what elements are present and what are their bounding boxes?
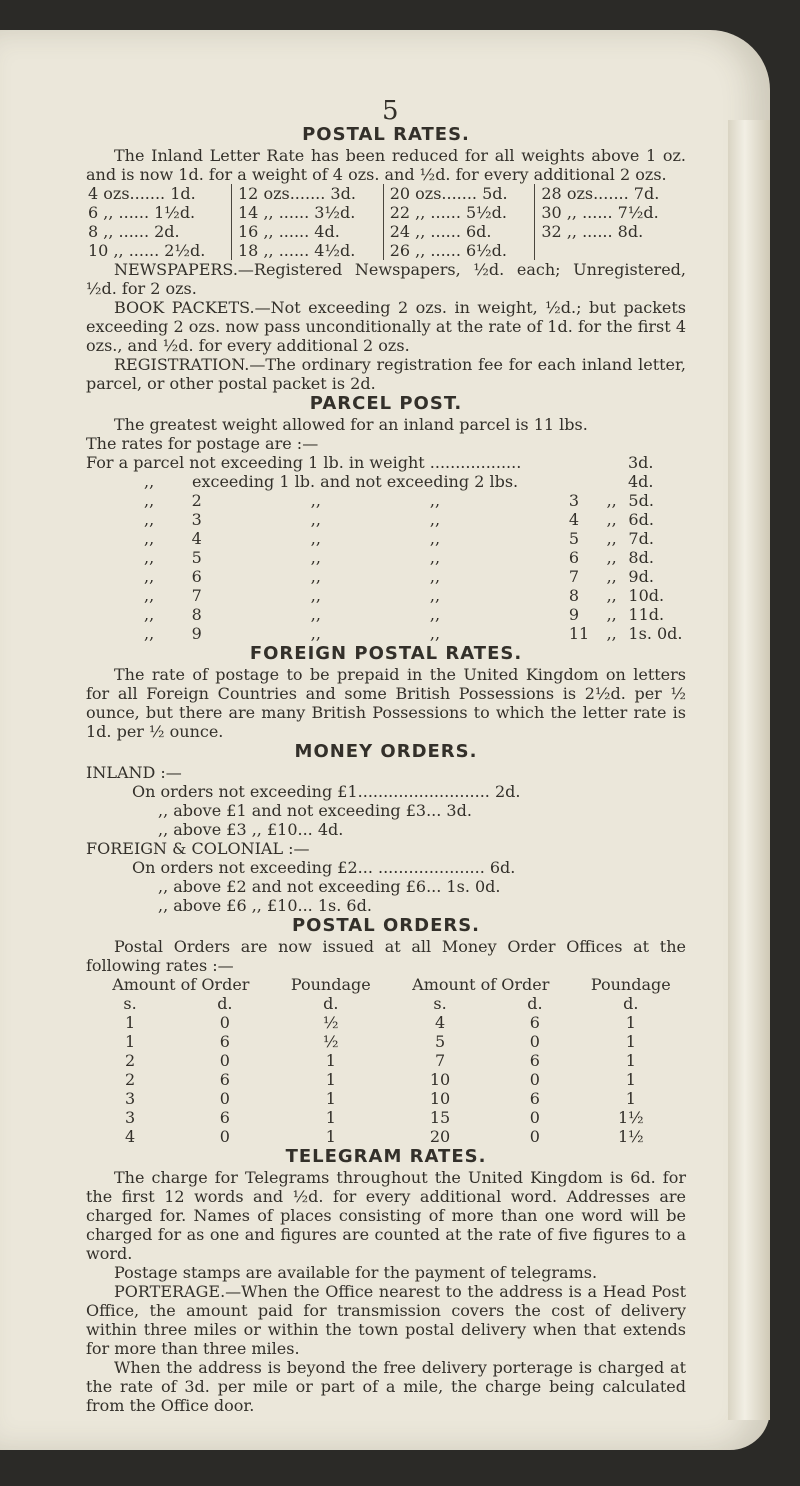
po-cell: 0 [529,1108,540,1127]
rate-cell: 26 ,, ...... 6½d. [383,241,535,260]
po-cell: 1½ [617,1108,644,1127]
parcel-price: 7d. [628,529,654,548]
postal-orders-table [86,975,686,1146]
ditto-mark: ,, [310,491,321,510]
ditto-mark: ,, [606,605,617,624]
rate-cell: 14 ,, ...... 3½d. [232,203,384,222]
postal-orders-heading: POSTAL ORDERS. [291,915,481,936]
ditto-mark: ,, [144,624,155,643]
po-subheader: d. [623,994,639,1013]
parcel-to-weight: 5 [568,529,580,548]
parcel-to-weight: 6 [568,548,580,567]
po-cell: 6 [219,1032,230,1051]
po-subheader: d. [323,994,339,1013]
po-cell: 1 [625,1089,636,1108]
po-cell: 1 [625,1013,636,1032]
po-cell: 1 [325,1108,336,1127]
parcel-from-weight: 7 [191,586,202,605]
ditto-mark: ,, [429,510,441,529]
newspapers-text: NEWSPAPERS.—Registered Newspapers, ½d. each; Unregistered, ½d. for 2 ozs. [86,260,686,298]
po-cell: 2 [124,1051,136,1070]
parcel-price: 1s. 0d. [628,624,683,643]
ditto-mark: ,, [606,491,617,510]
foreign-order-line: On orders not exceeding £2... ..................... 6d. [132,858,516,877]
parcel-weight-text: The greatest weight allowed for an inland parcel is 11 lbs. [114,415,588,434]
po-cell: ½ [323,1013,339,1032]
po-row [86,1127,686,1146]
rate-cell: 16 ,, ...... 4d. [232,222,384,241]
parcel-row-second [86,472,686,491]
porterage-text: PORTERAGE.—When the Office nearest to the address is a Head Post Office, the amount paid for transmission covers the cost of delivery within three miles or within the town postal delivery when that extends for more than three miles. [86,1282,686,1358]
po-cell: 1 [124,1013,136,1032]
ditto-mark: ,, [606,586,617,605]
rate-row [86,203,686,222]
parcel-row [86,510,686,529]
ditto-mark: ,, [310,605,321,624]
ditto-mark: ,, [429,586,441,605]
foreign-colonial-label: FOREIGN & COLONIAL :— [86,839,310,858]
po-cell: 7 [434,1051,446,1070]
ditto-mark: ,, [429,624,441,643]
ditto-mark: ,, [429,567,441,586]
ditto-mark: ,, [310,529,321,548]
po-cell: 20 [429,1127,451,1146]
inland-order-line: On orders not exceeding £1.......................... 2d. [132,782,521,801]
po-cell: 1 [625,1070,636,1089]
po-cell: 1½ [617,1127,644,1146]
po-cell: 1 [625,1051,636,1070]
po-cell: 6 [219,1108,230,1127]
ditto-mark: ,, [429,491,441,510]
po-cell: 3 [124,1108,136,1127]
rate-cell: 28 ozs....... 7d. [535,184,686,203]
parcel-row [86,567,686,586]
ditto-mark: ,, [144,548,155,567]
po-cell: ½ [323,1032,339,1051]
parcel-row [86,491,686,510]
po-row [86,1032,686,1051]
porterage-beyond-text: When the address is beyond the free delivery porterage is charged at the rate of 3d. per mile or part of a mile, the charge being calculated from the Office door. [86,1358,686,1415]
ditto-mark: ,, [144,491,155,510]
po-cell: 6 [529,1051,540,1070]
ditto-mark: ,, [606,548,617,567]
po-header: Amount of Order [412,975,550,994]
inland-order-line: ,, above £3 ,, £10... 4d. [158,820,344,839]
rate-cell: 32 ,, ...... 8d. [535,222,686,241]
rate-cell [535,241,686,260]
page-number: 5 [382,96,399,126]
telegram-rates-heading: TELEGRAM RATES. [285,1146,487,1167]
ditto-mark: ,, [429,548,441,567]
parcel-from-weight: 6 [191,567,202,586]
po-cell: 0 [219,1051,230,1070]
letter-rates-table [86,184,686,260]
foreign-order-line: ,, above £2 and not exceeding £6... 1s. 0d. [158,877,501,896]
parcel-row [86,529,686,548]
po-subheader-row [86,994,686,1013]
po-cell: 10 [429,1089,451,1108]
parcel-price: 10d. [628,586,665,605]
parcel-rates-intro: The rates for postage are :— [86,434,319,453]
rate-cell: 8 ,, ...... 2d. [88,222,180,241]
po-cell: 0 [529,1070,540,1089]
po-cell: 1 [325,1089,336,1108]
po-cell: 6 [529,1013,540,1032]
po-cell: 0 [529,1032,540,1051]
po-row [86,1051,686,1070]
parcel-post-heading: PARCEL POST. [309,393,463,414]
parcel-to-weight: 4 [568,510,580,529]
parcel-from-weight: 9 [191,624,202,643]
rate-cell: 24 ,, ...... 6d. [383,222,535,241]
parcel-row [86,586,686,605]
parcel-from-weight: 4 [191,529,202,548]
po-cell: 0 [219,1089,230,1108]
po-subheader: d. [527,994,543,1013]
po-row [86,1013,686,1032]
po-cell: 10 [429,1070,451,1089]
po-subheader: s. [123,994,137,1013]
po-cell: 6 [529,1089,540,1108]
ditto-mark: ,, [310,548,321,567]
parcel-to-weight: 8 [568,586,580,605]
page-content [86,124,686,1415]
ditto-mark: ,, [429,529,441,548]
po-cell: 1 [124,1032,136,1051]
rate-row [86,241,686,260]
foreign-order-line: ,, above £6 ,, £10... 1s. 6d. [158,896,372,915]
parcel-price: 5d. [628,491,654,510]
po-cell: 0 [219,1013,230,1032]
rate-cell: 30 ,, ...... 7½d. [535,203,686,222]
parcel-row [86,624,686,643]
rate-cell: 4 ozs....... 1d. [88,184,196,203]
po-cell: 1 [325,1051,336,1070]
ditto-mark: ,, [310,624,321,643]
parcel-second-label: exceeding 1 lb. and not exceeding 2 lbs. [192,472,519,491]
ditto-mark: ,, [144,472,155,491]
ditto-mark: ,, [144,567,155,586]
po-cell: 1 [625,1032,636,1051]
po-cell: 4 [434,1013,446,1032]
po-row [86,1108,686,1127]
ditto-mark: ,, [606,624,617,643]
postal-rates-heading: POSTAL RATES. [302,124,470,145]
parcel-price: 11d. [628,605,665,624]
po-header-row [86,975,686,994]
rate-cell: 10 ,, ...... 2½d. [88,241,206,260]
inland-order-line: ,, above £1 and not exceeding £3... 3d. [158,801,472,820]
money-orders-heading: MONEY ORDERS. [294,741,478,762]
parcel-to-weight: 11 [568,624,590,643]
telegram-stamps-text: Postage stamps are available for the payment of telegrams. [114,1263,598,1282]
rate-cell: 6 ,, ...... 1½d. [88,203,196,222]
parcel-row [86,605,686,624]
parcel-from-weight: 5 [191,548,202,567]
po-cell: 1 [325,1127,336,1146]
ditto-mark: ,, [144,529,155,548]
po-cell: 1 [325,1070,336,1089]
ditto-mark: ,, [144,586,155,605]
po-cell: 5 [434,1032,446,1051]
po-cell: 2 [124,1070,136,1089]
po-cell: 15 [429,1108,451,1127]
po-cell: 0 [219,1127,230,1146]
ditto-mark: ,, [310,586,321,605]
po-row [86,1089,686,1108]
ditto-mark: ,, [144,605,155,624]
rate-row [86,222,686,241]
parcel-from-weight: 3 [191,510,202,529]
ditto-mark: ,, [310,567,321,586]
po-cell: 3 [124,1089,136,1108]
po-rows [86,1013,686,1146]
parcel-to-weight: 3 [568,491,580,510]
rate-cell: 12 ozs....... 3d. [232,184,384,203]
parcel-row-first [86,453,686,472]
parcel-to-weight: 9 [568,605,580,624]
parcel-rows [86,491,686,643]
rate-cell: 22 ,, ...... 5½d. [383,203,535,222]
ditto-mark: ,, [144,510,155,529]
page-edge [728,120,770,1420]
parcel-from-weight: 2 [191,491,202,510]
po-subheader: s. [433,994,447,1013]
rate-cell: 18 ,, ...... 4½d. [232,241,384,260]
parcel-first-label: For a parcel not exceeding 1 lb. in weight .................. [86,453,522,472]
postal-orders-intro: Postal Orders are now issued at all Money Order Offices at the following rates :— [86,937,686,975]
ditto-mark: ,, [429,605,441,624]
parcel-to-weight: 7 [568,567,580,586]
registration-text: REGISTRATION.—The ordinary registration fee for each inland letter, parcel, or other postal packet is 2d. [86,355,686,393]
parcel-second-price: 4d. [628,472,654,491]
po-header: Poundage [590,975,671,994]
po-subheader: d. [217,994,233,1013]
ditto-mark: ,, [606,567,617,586]
parcel-first-price: 3d. [628,453,654,472]
parcel-price: 9d. [628,567,654,586]
parcel-price: 8d. [628,548,654,567]
foreign-rates-heading: FOREIGN POSTAL RATES. [249,643,523,664]
parcel-row [86,548,686,567]
foreign-rates-text: The rate of postage to be prepaid in the United Kingdom on letters for all Foreign Countries and some British Possessions is 2½d. per ½ ounce, but there are many British Possessions to which the letter rate is 1d. per ½ ounce. [86,665,686,741]
ditto-mark: ,, [606,529,617,548]
inland-label: INLAND :— [86,763,182,782]
po-cell: 0 [529,1127,540,1146]
inland-letter-intro: The Inland Letter Rate has been reduced for all weights above 1 oz. and is now 1d. for a weight of 4 ozs. and ½d. for every additional 2 ozs. [86,146,686,184]
telegram-charge-text: The charge for Telegrams throughout the United Kingdom is 6d. for the first 12 words and ½d. for every additional word. Addresses are charged for. Names of places consisting of more than one word will be charged for as one and figures are counted at the rate of five figures to a word. [86,1168,686,1263]
rate-cell: 20 ozs....... 5d. [383,184,535,203]
po-row [86,1070,686,1089]
parcel-from-weight: 8 [191,605,202,624]
ditto-mark: ,, [310,510,321,529]
po-cell: 4 [124,1127,136,1146]
book-packets-text: BOOK PACKETS.—Not exceeding 2 ozs. in weight, ½d.; but packets exceeding 2 ozs. now pass unconditionally at the rate of 1d. for the first 4 ozs., and ½d. for every additional 2 ozs. [86,298,686,355]
po-header: Poundage [290,975,371,994]
po-header: Amount of Order [112,975,250,994]
parcel-price: 6d. [628,510,654,529]
rate-row [86,184,686,203]
ditto-mark: ,, [606,510,617,529]
po-cell: 6 [219,1070,230,1089]
